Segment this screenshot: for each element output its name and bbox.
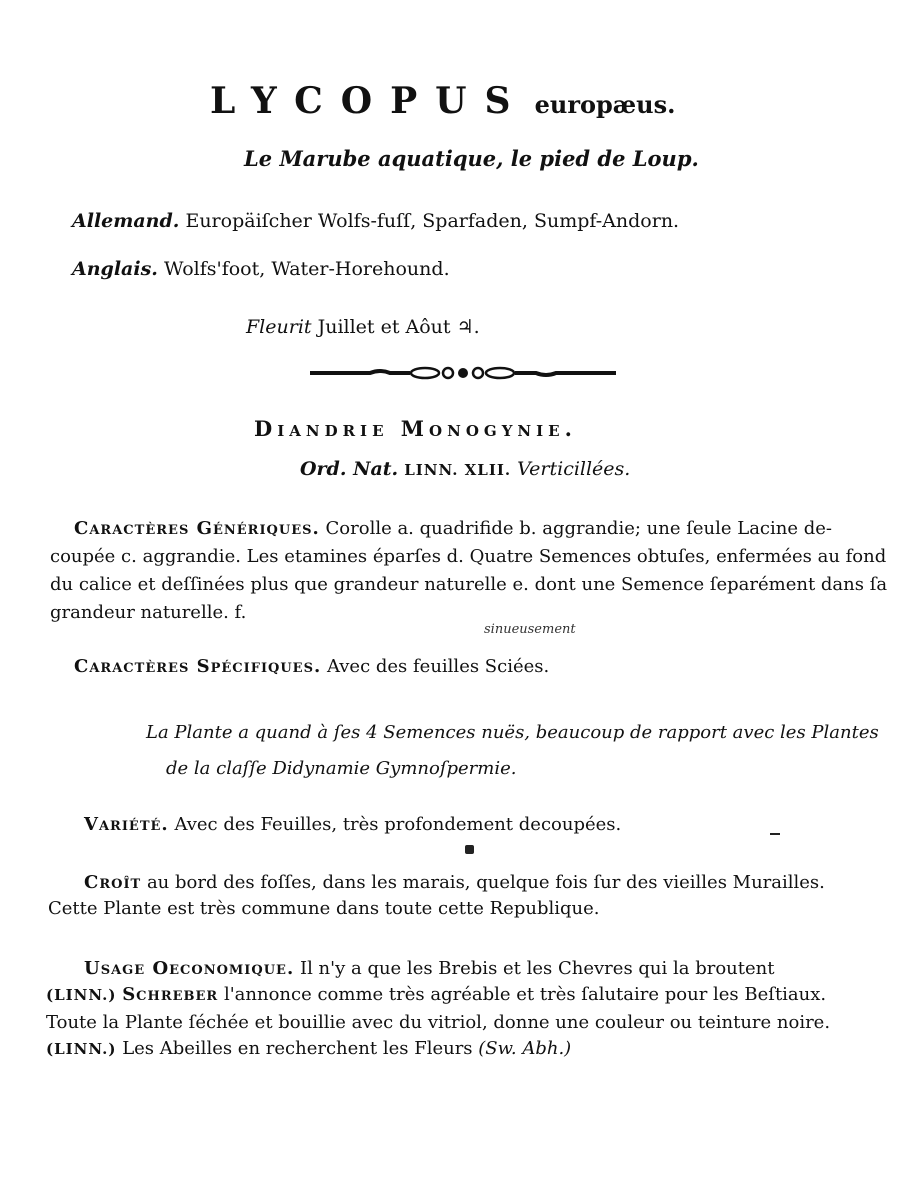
order-name: Verticillées. xyxy=(517,458,631,480)
german-text: Europäiſcher Wolfs-fuſſ, Sparfaden, Sumpf-Andorn. xyxy=(185,210,680,232)
usage-line-3: Toute la Plante ſéchée et bouillie avec du vitriol, donne une couleur ou teinture noire. xyxy=(46,1012,831,1033)
german-names xyxy=(72,210,679,232)
usage-ref-2: (LINN.) xyxy=(46,1040,117,1058)
usage-line-1 xyxy=(84,958,774,979)
flowering-text: Juillet et Aôut ♃. xyxy=(317,316,480,338)
variety-label: Variété. xyxy=(84,814,169,835)
english-text: Wolfs'foot, Water-Horehound. xyxy=(163,258,450,280)
linn-ref: LINN. XLII. xyxy=(404,461,512,479)
order-line xyxy=(300,458,630,480)
title-genus: LYCOPUS xyxy=(210,80,529,122)
usage-label: Usage Oeconomique. xyxy=(84,958,295,979)
variety-line xyxy=(84,814,621,835)
handwritten-annotation: sinueusement xyxy=(484,622,576,637)
specific-line xyxy=(74,656,549,677)
generic-text-1: Corolle a. quadrifide b. aggrandie; une ſeule Lacine de- xyxy=(325,518,832,539)
specific-text: Avec des feuilles Sciées. xyxy=(326,656,550,677)
generic-line-1 xyxy=(74,518,832,539)
specific-label: Caractères Spécifiques. xyxy=(74,656,322,677)
flowering xyxy=(246,316,480,338)
usage-ref-1: (LINN.) xyxy=(46,986,117,1004)
generic-label: Caractères Génériques. xyxy=(74,518,320,539)
generic-line-2: coupée c. aggrandie. Les etamines éparſes d. Quatre Semences obtuſes, enfermées au fond xyxy=(50,546,887,567)
title xyxy=(210,80,675,122)
variety-text: Avec des Feuilles, très profondement decoupées. xyxy=(174,814,622,835)
stray-mark xyxy=(465,845,474,854)
usage-text-4: Les Abeilles en recherchent les Fleurs xyxy=(122,1038,473,1059)
usage-citation: (Sw. Abh.) xyxy=(478,1038,572,1059)
subtitle: Le Marube aquatique, le pied de Loup. xyxy=(244,146,699,171)
flowering-label: Fleurit xyxy=(246,316,312,338)
habitat-label: Croît xyxy=(84,872,142,893)
habitat-line-1 xyxy=(84,872,825,893)
ord-label: Ord. Nat. xyxy=(300,458,399,480)
usage-author: Schreber xyxy=(122,984,219,1005)
usage-text-2: l'annonce comme très agréable et très ſalutaire pour les Beſtiaux. xyxy=(223,984,827,1005)
usage-text-1: Il n'y a que les Brebis et les Chevres qui la broutent xyxy=(299,958,775,979)
habitat-line-2: Cette Plante est très commune dans toute cette Republique. xyxy=(48,898,600,919)
note-line-1: La Plante a quand à ſes 4 Semences nuës, beaucoup de rapport avec les Plantes xyxy=(146,722,879,743)
english-names xyxy=(72,258,450,280)
generic-line-4: grandeur naturelle. f. xyxy=(50,602,247,623)
title-species: europæus. xyxy=(534,90,676,119)
class-name: Diandrie Monogynie. xyxy=(254,416,577,441)
german-label: Allemand. xyxy=(72,210,180,232)
usage-line-4 xyxy=(46,1038,571,1059)
generic-line-3: du calice et deſſinées plus que grandeur naturelle e. dont une Semence ſeparément dans ſa xyxy=(50,574,888,595)
habitat-text-1: au bord des foſſes, dans les marais, quelque fois ſur des vieilles Murailles. xyxy=(146,872,825,893)
note-line-2: de la claſſe Didynamie Gymnoſpermie. xyxy=(166,758,517,779)
stray-mark xyxy=(770,833,780,835)
ornament-divider xyxy=(310,364,616,382)
english-label: Anglais. xyxy=(72,258,158,280)
usage-line-2 xyxy=(46,984,826,1005)
